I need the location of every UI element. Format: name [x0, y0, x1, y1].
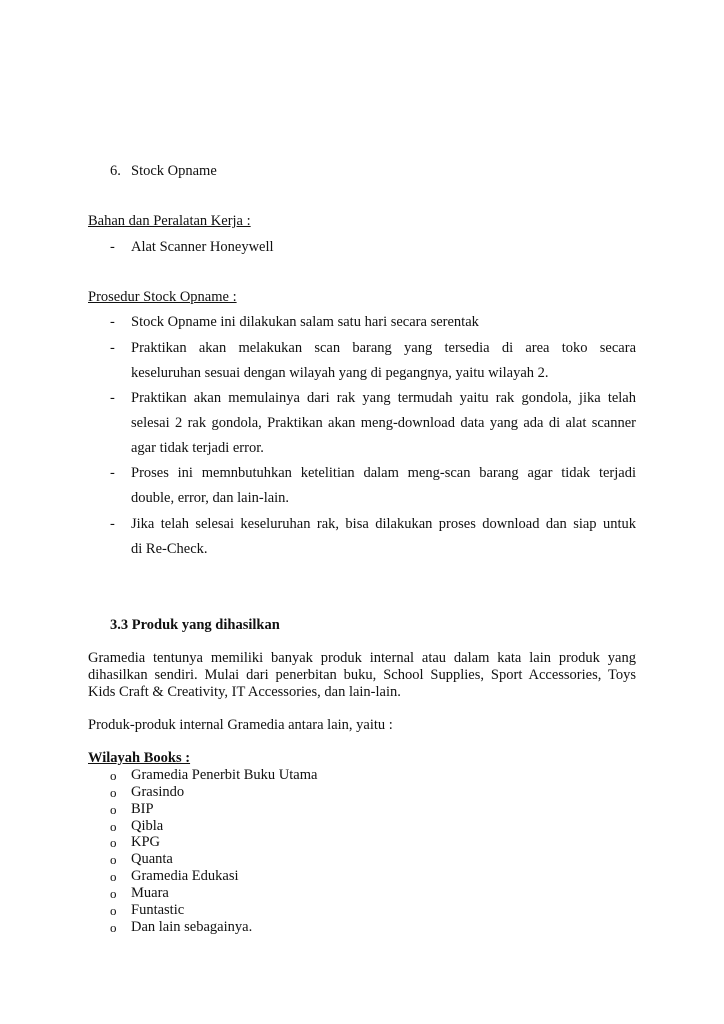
circle-bullet: o [110, 869, 117, 884]
paragraph: Produk-produk internal Gramedia antara lain, yaitu : [88, 717, 393, 733]
prosedur-item-line: double, error, dan lain-lain. [131, 490, 290, 506]
prosedur-item-line: Praktikan akan memulainya dari rak yang termudah yaitu rak gondola, jika telah [131, 390, 636, 406]
wilayah-item: Muara [131, 885, 169, 901]
wilayah-item: BIP [131, 801, 154, 817]
wilayah-item: Funtastic [131, 902, 185, 918]
dash-bullet: - [110, 516, 115, 532]
paragraph-line: dihasilkan sendiri. Mulai dari penerbitan buku, School Supplies, Sport Accessories, Toys [88, 667, 636, 683]
circle-bullet: o [110, 903, 117, 918]
prosedur-item-line: Proses ini memnbutuhkan ketelitian dalam meng-scan barang agar tidak terjadi [131, 465, 636, 481]
wilayah-item: Gramedia Edukasi [131, 868, 239, 884]
wilayah-item: Grasindo [131, 784, 185, 800]
dash-bullet: - [110, 239, 115, 255]
circle-bullet: o [110, 920, 117, 935]
circle-bullet: o [110, 852, 117, 867]
prosedur-item-line: keseluruhan sesuai dengan wilayah yang di pegangnya, yaitu wilayah 2. [131, 365, 549, 381]
wilayah-item: Dan lain sebagainya. [131, 919, 253, 935]
circle-bullet: o [110, 886, 117, 901]
circle-bullet: o [110, 768, 117, 783]
bahan-heading: Bahan dan Peralatan Kerja : [88, 213, 251, 229]
circle-bullet: o [110, 802, 117, 817]
list-item-text: Stock Opname [131, 163, 217, 179]
prosedur-item-line: di Re-Check. [131, 541, 208, 557]
dash-bullet: - [110, 340, 115, 356]
prosedur-item-line: Praktikan akan melakukan scan barang yang tersedia di area toko secara [131, 340, 636, 356]
circle-bullet: o [110, 785, 117, 800]
circle-bullet: o [110, 819, 117, 834]
paragraph-line: Kids Craft & Creativity, IT Accessories, dan lain-lain. [88, 684, 401, 700]
dash-bullet: - [110, 390, 115, 406]
wilayah-item: KPG [131, 834, 161, 850]
section-title: 3.3 Produk yang dihasilkan [110, 617, 280, 633]
wilayah-item: Quanta [131, 851, 173, 867]
wilayah-item: Gramedia Penerbit Buku Utama [131, 767, 318, 783]
dash-bullet: - [110, 465, 115, 481]
bahan-item: Alat Scanner Honeywell [131, 239, 274, 255]
prosedur-item-line: Stock Opname ini dilakukan salam satu hari secara serentak [131, 314, 479, 330]
prosedur-item-line: Jika telah selesai keseluruhan rak, bisa dilakukan proses download dan siap untuk [131, 516, 636, 532]
dash-bullet: - [110, 314, 115, 330]
wilayah-item: Qibla [131, 818, 164, 834]
circle-bullet: o [110, 835, 117, 850]
list-number: 6. [110, 163, 121, 179]
prosedur-heading: Prosedur Stock Opname : [88, 289, 237, 305]
paragraph-line: Gramedia tentunya memiliki banyak produk internal atau dalam kata lain produk yang [88, 650, 636, 666]
prosedur-item-line: selesai 2 rak gondola, Praktikan akan meng-download data yang ada di alat scanner [131, 415, 636, 431]
prosedur-item-line: agar tidak terjadi error. [131, 440, 264, 456]
wilayah-heading: Wilayah Books : [88, 750, 191, 766]
